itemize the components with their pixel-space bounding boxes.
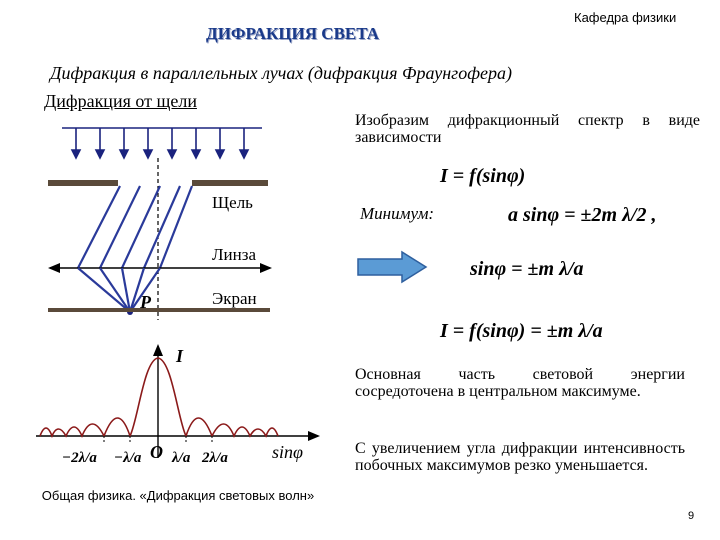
page-number: 9 xyxy=(688,510,695,522)
formula-sin: sinφ = ±m λ/a xyxy=(470,258,584,280)
point-label: P xyxy=(140,292,151,312)
formula-result: I = f(sinφ) = ±m λ/a xyxy=(440,320,603,342)
page-title: ДИФРАКЦИЯ СВЕТА xyxy=(206,24,380,43)
paragraph-side-max: С увеличением угла дифракции интенсивность побочных максимумов резко уменьшается. xyxy=(355,440,685,474)
department-label: Кафедра физики xyxy=(574,10,677,25)
tick-label-plus-1: λ/a xyxy=(172,450,191,466)
intro-text: Изобразим дифракционный спектр в виде зависимости xyxy=(355,112,700,146)
section-heading: Дифракция от щели xyxy=(44,91,197,111)
minimum-label: Минимум: xyxy=(360,204,435,223)
x-axis-label: sinφ xyxy=(272,442,303,462)
tick-label-minus-2: −2λ/a xyxy=(62,450,97,466)
incident-rays xyxy=(62,128,262,158)
footer-source: Общая физика. «Дифракция световых волн» xyxy=(41,488,315,503)
tick-label-minus-1: −λ/a xyxy=(114,450,142,466)
right-arrow-icon xyxy=(356,250,428,284)
origin-label: O xyxy=(150,442,163,462)
formula-minimum: a sinφ = ±2m λ/2 , xyxy=(508,204,657,226)
intensity-plot xyxy=(36,344,320,466)
formula-dependence: I = f(sinφ) xyxy=(440,165,526,187)
incident-arrows xyxy=(72,128,248,158)
slit-barrier-right xyxy=(192,180,268,186)
lens-label: Линза xyxy=(212,245,256,264)
slit-label: Щель xyxy=(212,193,253,212)
screen xyxy=(48,308,270,312)
y-axis-label: I xyxy=(176,346,184,366)
tick-label-plus-2: 2λ/a xyxy=(202,450,228,466)
screen-label: Экран xyxy=(212,289,257,308)
intensity-curve xyxy=(40,358,278,436)
slide-subtitle: Дифракция в параллельных лучах (дифракция Фраунгофера) xyxy=(50,63,512,83)
paragraph-central-max: Основная часть световой энергии сосредоточена в центральном максимуме. xyxy=(355,366,685,400)
slit-barrier-left xyxy=(48,180,118,186)
diffracted-rays xyxy=(78,186,192,268)
